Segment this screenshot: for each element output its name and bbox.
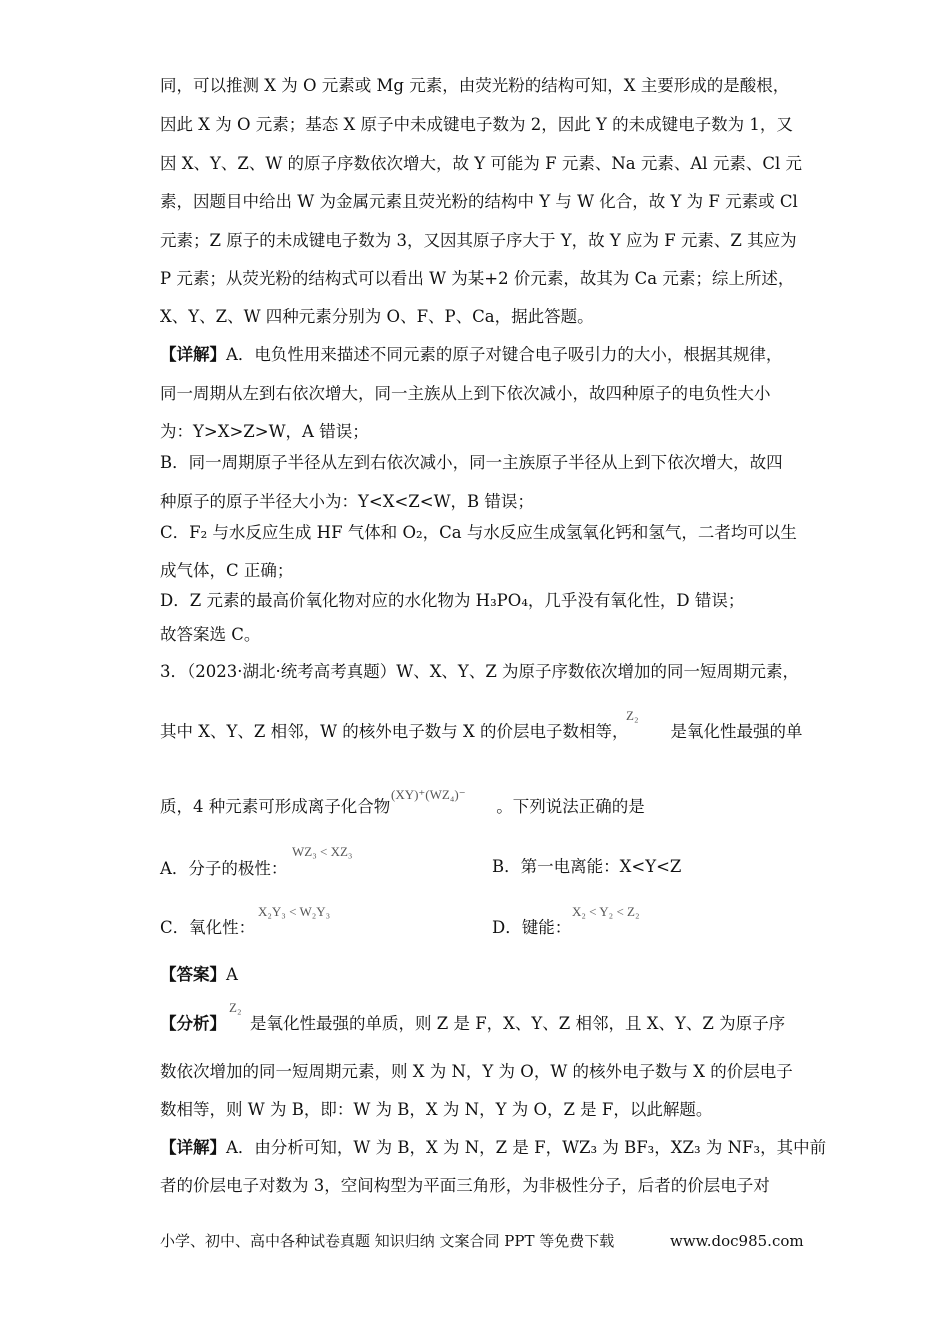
analysis-tag: 【分析】	[160, 1014, 226, 1033]
detail-text: A．电负性用来描述不同元素的原子对键合电子吸引力的大小，根据其规律，	[226, 345, 783, 364]
formula-option-a: WZ₃ < XZ₃	[292, 844, 353, 859]
formula-z2-analysis: Z₂	[229, 1000, 242, 1015]
text-line: 同一周期从左到右依次增大，同一主族从上到下依次减小，故四种原子的电负性大小	[160, 384, 771, 403]
text-line: 素，因题目中给出 W 为金属元素且荧光粉的结构中 Y 与 W 化合，故 Y 为 F 元素或 Cl	[160, 192, 798, 211]
text-line: P 元素；从荧光粉的结构式可以看出 W 为某+2 价元素，故其为 Ca 元素；综上所述，	[160, 269, 795, 288]
text-line: B．同一周期原子半径从左到右依次减小，同一主族原子半径从上到下依次增大，故四	[160, 453, 783, 472]
question-3-line3: 质，4 种元素可形成离子化合物 。下列说法正确的是	[160, 797, 645, 816]
formula-z2: Z₂	[626, 708, 639, 723]
formula-option-c: X₂Y₃ < W₂Y₃	[258, 904, 331, 919]
formula-ionic-compound: (XY)⁺(WZ₄)⁻	[391, 787, 466, 802]
option-c: C．氧化性：	[160, 918, 256, 937]
option-a: A．分子的极性：	[160, 859, 288, 878]
question-3-stem: 3．（2023·湖北·统考高考真题）W、X、Y、Z 为原子序数依次增加的同一短周期元素，	[160, 662, 800, 681]
answer-value: A	[226, 965, 238, 984]
text-line: 因 X、Y、Z、W 的原子序数依次增大，故 Y 可能为 F 元素、Na 元素、Al 元素、Cl 元	[160, 154, 802, 173]
text-line: 者的价层电子对数为 3，空间构型为平面三角形，为非极性分子，后者的价层电子对	[160, 1176, 770, 1195]
text-line: 同，可以推测 X 为 O 元素或 Mg 元素，由荧光粉的结构可知，X 主要形成的是酸根，	[160, 76, 790, 95]
text-line: 故答案选 C。	[160, 625, 261, 644]
option-d: D．键能：	[492, 918, 572, 937]
text-line: D．Z 元素的最高价氧化物对应的水化物为 H₃PO₄，几乎没有氧化性，D 错误；	[160, 591, 745, 610]
text-line: 种原子的原子半径大小为：Y<X<Z<W，B 错误；	[160, 492, 534, 511]
text-line: C．F₂ 与水反应生成 HF 气体和 O₂，Ca 与水反应生成氢氧化钙和氢气，二者均可以生	[160, 523, 797, 542]
option-b: B．第一电离能：X<Y<Z	[492, 857, 682, 876]
detail-paragraph-2: 【详解】A．由分析可知，W 为 B，X 为 N，Z 是 F，WZ₃ 为 BF₃，XZ₃ 为 NF₃，其中前	[160, 1138, 827, 1157]
page-footer	[160, 1230, 804, 1252]
answer-line	[160, 963, 800, 987]
text-line: 为：Y>X>Z>W，A 错误；	[160, 422, 369, 441]
text-line: 元素；Z 原子的未成键电子数为 3，又因其原子序大于 Y，故 Y 应为 F 元素、Z 其应为	[160, 231, 797, 250]
detail-tag: 【详解】	[160, 345, 226, 364]
detail-paragraph	[160, 343, 800, 367]
footer-text: 小学、初中、高中各种试卷真题 知识归纳 文案合同 PPT 等免费下载	[160, 1232, 615, 1250]
text-line: 数依次增加的同一短周期元素，则 X 为 N，Y 为 O，W 的核外电子数与 X 的价层电子	[160, 1062, 793, 1081]
answer-tag: 【答案】	[160, 965, 226, 984]
question-3-line2: 其中 X、Y、Z 相邻，W 的核外电子数与 X 的价层电子数相等， 是氧化性最强的单	[160, 722, 803, 741]
text-line: 数相等，则 W 为 B，即：W 为 B，X 为 N，Y 为 O，Z 是 F，以此解题。	[160, 1100, 713, 1119]
text-line: 因此 X 为 O 元素；基态 X 原子中未成键电子数为 2，因此 Y 的未成键电子数为 1，又	[160, 115, 793, 134]
text-line: 成气体，C 正确；	[160, 561, 294, 580]
analysis-line1: 【分析】 是氧化性最强的单质，则 Z 是 F，X、Y、Z 相邻，且 X、Y、Z 为原子序	[160, 1014, 786, 1033]
detail-tag: 【详解】	[160, 1138, 226, 1157]
footer-site-link[interactable]: www.doc985.com	[670, 1232, 804, 1250]
text-line: X、Y、Z、W 四种元素分别为 O、F、P、Ca，据此答题。	[160, 307, 594, 326]
formula-option-d: X₂ < Y₂ < Z₂	[572, 904, 640, 919]
